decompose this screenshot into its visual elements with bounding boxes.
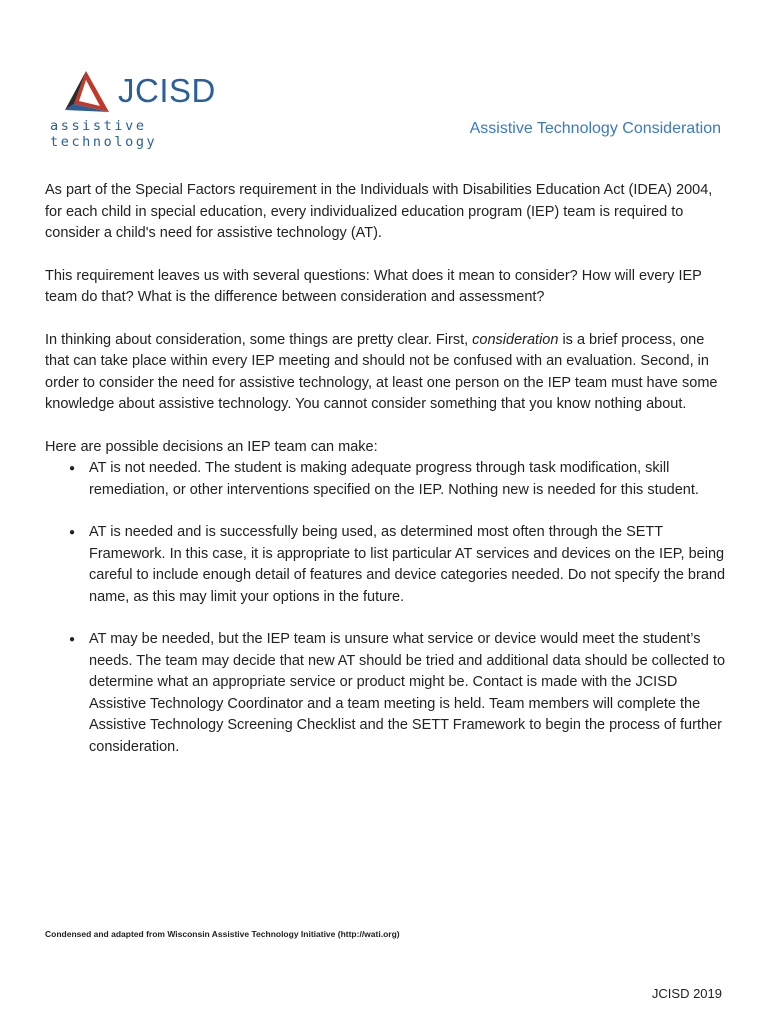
paragraph-idea: As part of the Special Factors requirement in the Individuals with Disabilities Education Act (IDEA) 2004, for each child in special education, every individualized education program (IEP) team is required to consider a child's need for assistive technology (AT). — [45, 182, 713, 241]
consideration-emphasis: consideration — [472, 331, 559, 348]
document-title: Assistive Technology Consideration — [469, 120, 721, 137]
decisions-list — [45, 458, 725, 758]
source-footnote: Condensed and adapted from Wisconsin Assistive Technology Initiative (http://wati.org) — [45, 929, 400, 939]
footer-year: JCISD 2019 — [651, 986, 722, 1001]
list-item: ● AT may be needed, but the IEP team is unsure what service or device would meet the student’s needs. The team may decide that new AT should be tried and additional data should be collected to determine what an appropriate service or product might be. Contact is made with the JCISD Assistive Technology Coordinator and a team meeting is held. Team members will complete the Assistive Technology Screening Checklist and the SETT Framework to begin the process of further consideration. — [89, 629, 725, 758]
jcisd-logo — [48, 64, 223, 150]
list-item: ● AT is not needed. The student is making adequate progress through task modification, skill remediation, or other interventions specified on the IEP. Nothing new is needed for this student. — [89, 458, 725, 501]
paragraph-consideration — [45, 330, 725, 416]
logo-name: JCISD — [118, 72, 216, 109]
triangle-logo-icon — [62, 68, 112, 118]
decisions-intro: Here are possible decisions an IEP team can make: — [45, 438, 378, 455]
paragraph-consideration-end: is a brief process, one that can take place within every IEP meeting and should not be confused with an evaluation. Second, in order to consider the need for assistive technology, at least one person on the IEP team must have some knowledge about assistive technology. You cannot consider something that you know nothing about. — [45, 331, 718, 412]
logo-subtitle: assistive technology — [50, 118, 158, 150]
paragraph-questions: This requirement leaves us with several questions: What does it mean to consider? How will every IEP team do that? What is the difference between consideration and assessment? — [45, 267, 702, 305]
list-item: ● AT is needed and is successfully being used, as determined most often through the SETT Framework. In this case, it is appropriate to list particular AT services and devices on the IEP, being careful to include enough detail of features and device categories needed. Do not specify the brand name, as this may limit your options in the future. — [89, 522, 725, 608]
paragraph-consideration-start: In thinking about consideration, some things are pretty clear. First, — [45, 331, 473, 348]
document-body — [45, 180, 725, 779]
